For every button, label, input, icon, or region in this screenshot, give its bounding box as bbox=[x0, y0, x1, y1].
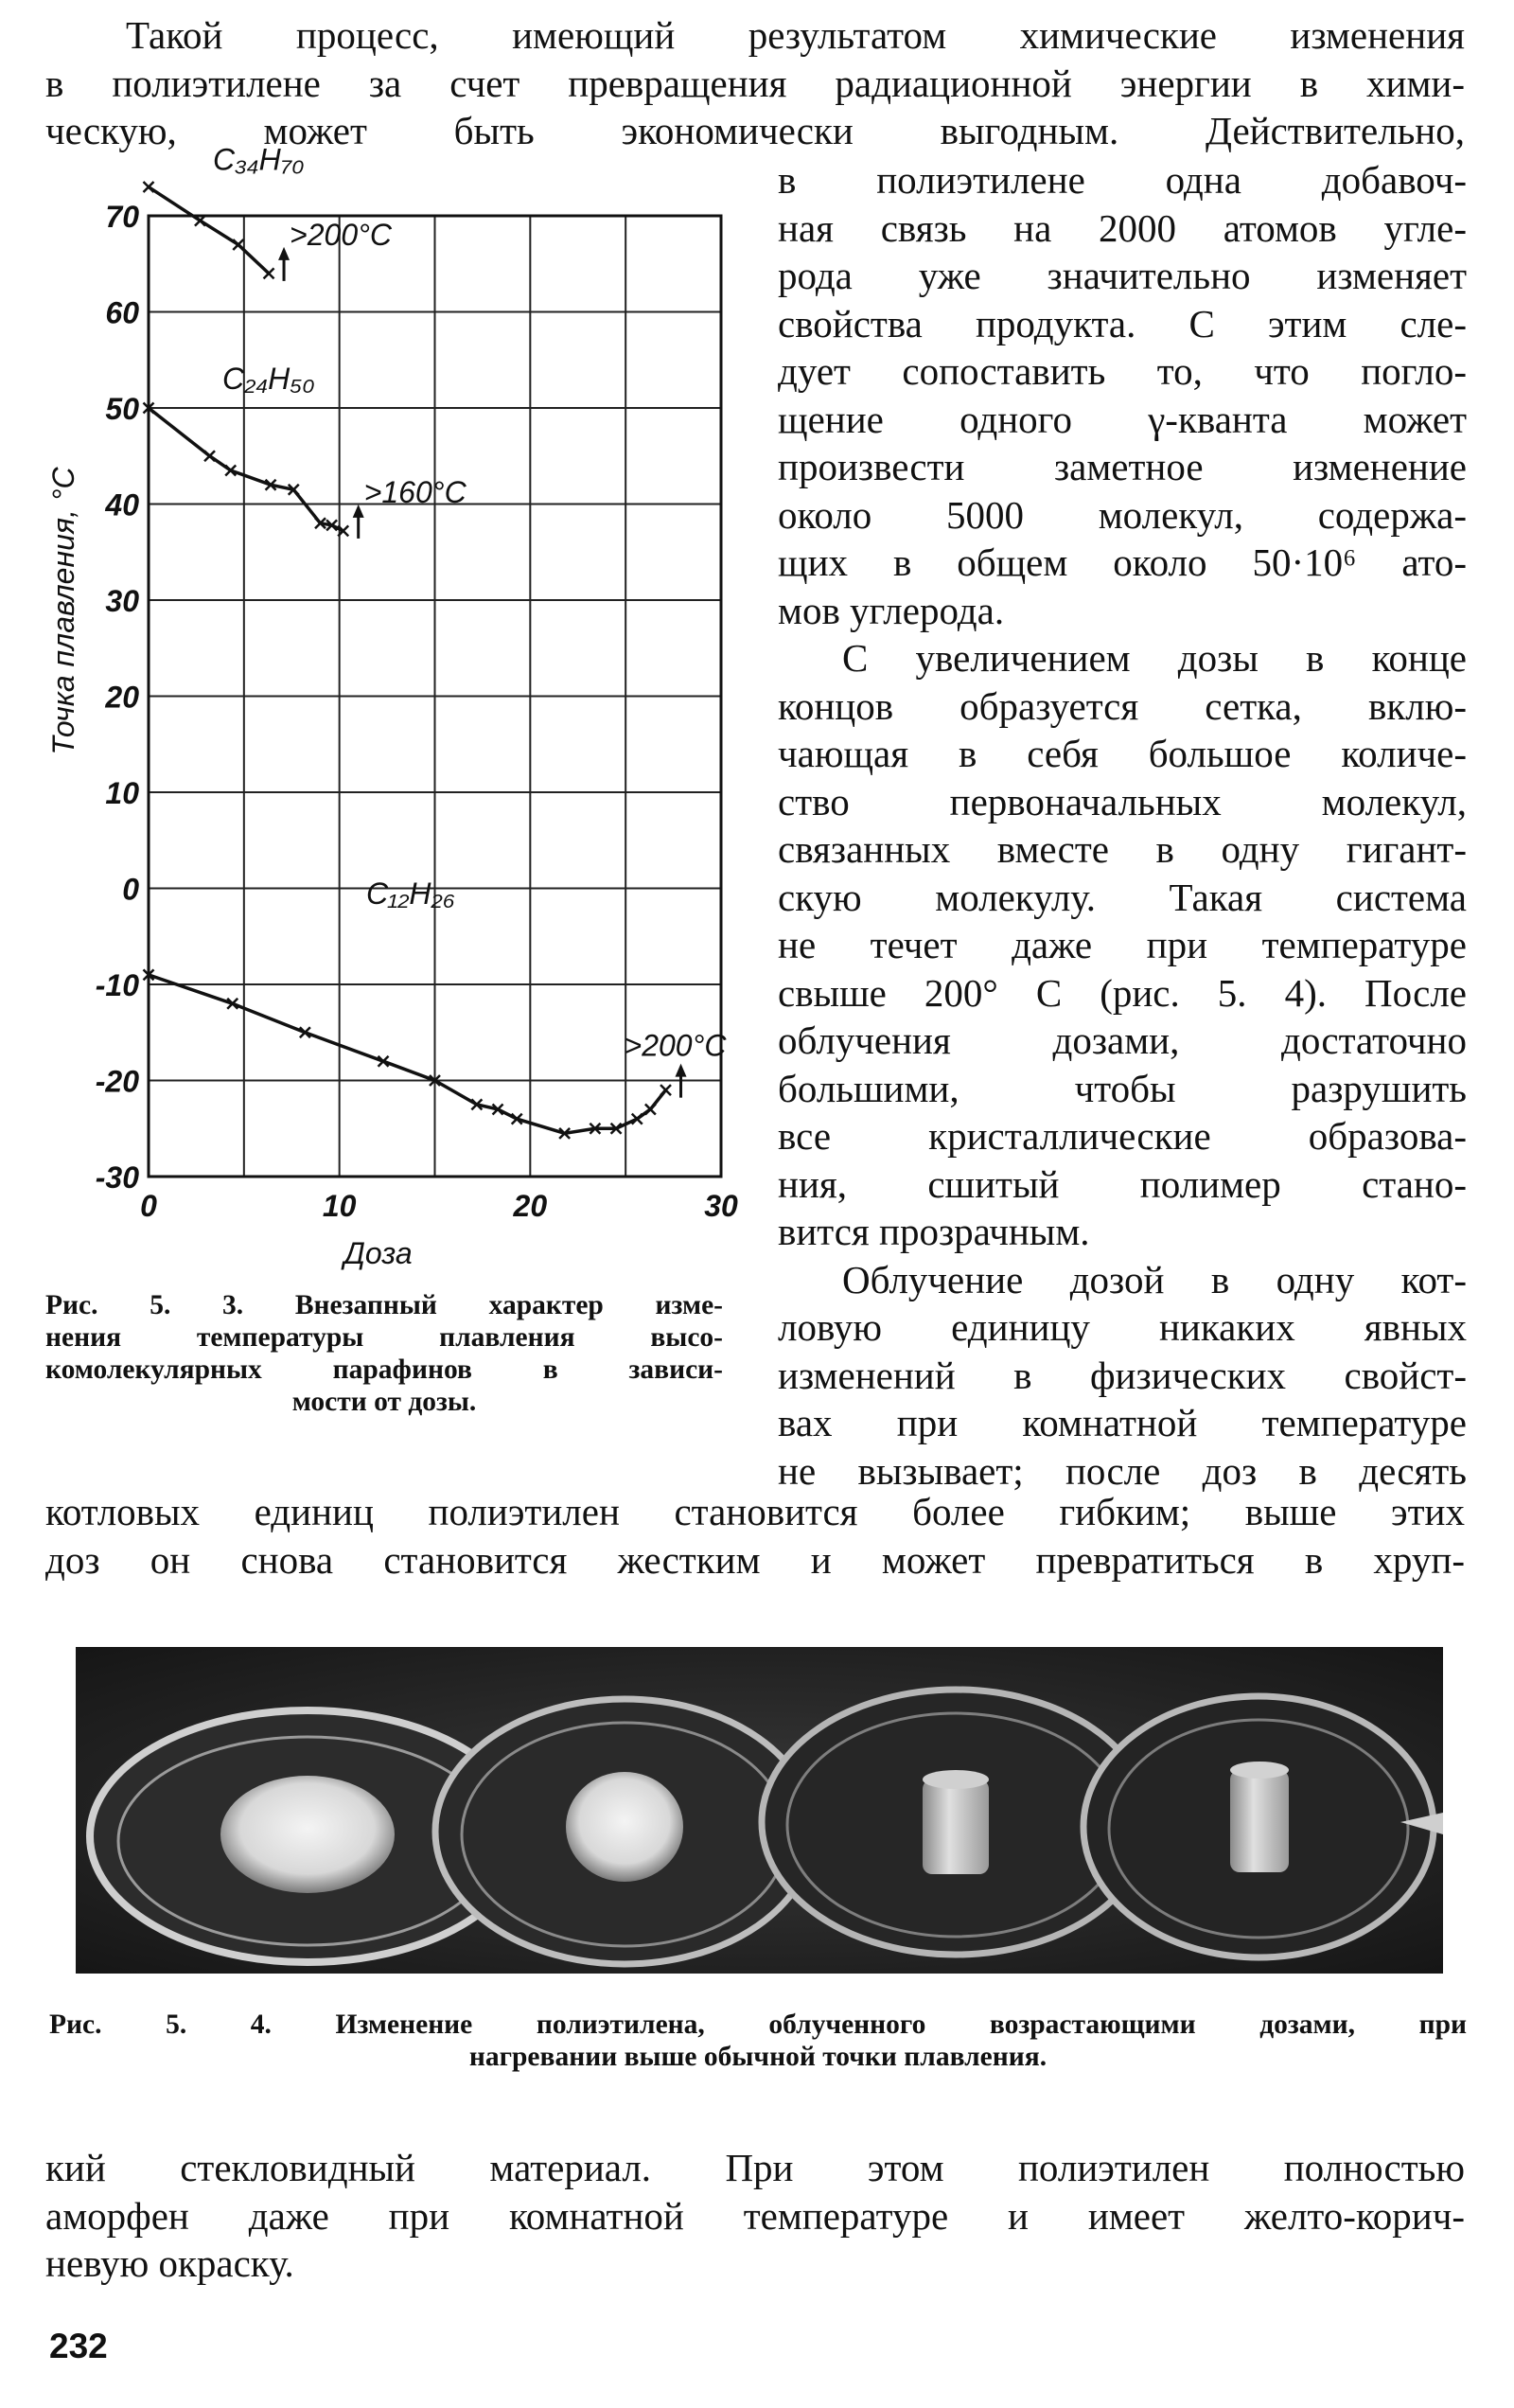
y-tick-label: 40 bbox=[105, 487, 139, 522]
caption-line: мости от дозы. bbox=[291, 1387, 477, 1417]
text-line: чающая в себя большое количе- bbox=[778, 732, 1467, 775]
data-point bbox=[233, 239, 243, 250]
text-line: в полиэтилене одна добавоч- bbox=[778, 158, 1467, 202]
y-tick-label: 30 bbox=[105, 584, 139, 618]
text-line: вах при комнатной температуре bbox=[778, 1401, 1467, 1444]
x-tick-label: 20 bbox=[513, 1189, 548, 1223]
y-tick-label: 70 bbox=[105, 200, 139, 234]
text-line: большими, чтобы разрушить bbox=[778, 1066, 1467, 1110]
text-line: все кристаллические образова- bbox=[778, 1114, 1467, 1158]
text-line: ловую единицу никаких явных bbox=[778, 1305, 1467, 1349]
caption-line: нения температуры плавления высо- bbox=[45, 1322, 723, 1353]
text-line: около 5000 молекул, содержа- bbox=[778, 492, 1467, 537]
caption-line: нагревании выше обычной точки плавления. bbox=[468, 2042, 1047, 2072]
text-line: облучения дозами, достаточно bbox=[778, 1018, 1467, 1062]
series-label: C₂₄H₅₀ bbox=[222, 362, 315, 396]
y-tick-label: 60 bbox=[105, 295, 139, 330]
end-temperature-label: >160°C bbox=[363, 474, 467, 509]
data-point bbox=[204, 451, 215, 461]
text-line: вится прозрачным. bbox=[778, 1210, 1090, 1253]
text-line: ство первоначальных молекул, bbox=[778, 779, 1467, 823]
series-line bbox=[149, 975, 666, 1133]
data-point bbox=[144, 182, 154, 192]
figure-5-3-caption bbox=[45, 1289, 723, 1418]
end-arrowhead bbox=[278, 247, 290, 260]
y-tick-label: 50 bbox=[105, 392, 139, 426]
series-line bbox=[149, 187, 269, 274]
caption-line: Рис. 5. 4. Изменение полиэтилена, облученного возрастающими дозами, при bbox=[49, 2010, 1467, 2040]
figure-5-3-chart bbox=[38, 142, 757, 1270]
petri-dishes-image bbox=[76, 1647, 1443, 1974]
end-temperature-label: >200°C bbox=[290, 217, 393, 252]
text-line: не вызывает; после доз в десять bbox=[778, 1448, 1467, 1493]
text-line: связанных вместе в одну гигант- bbox=[778, 827, 1467, 871]
text-line: свыше 200° С (рис. 5. 4). После bbox=[778, 970, 1467, 1015]
text-line: свойства продукта. С этим сле- bbox=[778, 301, 1467, 345]
text-line: скую молекулу. Такая система bbox=[778, 875, 1467, 919]
data-point bbox=[645, 1104, 656, 1114]
text-line: С увеличением дозы в конце bbox=[842, 636, 1467, 680]
y-tick-label: 0 bbox=[122, 872, 139, 907]
text-line: Облучение дозой в одну кот- bbox=[842, 1257, 1467, 1301]
y-tick-label: -10 bbox=[95, 968, 139, 1002]
caption-line: комолекулярных парафинов в зависи- bbox=[45, 1354, 723, 1385]
text-line: ния, сшитый полимер стано- bbox=[778, 1161, 1467, 1206]
text-line: щение одного γ-кванта может bbox=[778, 397, 1467, 441]
y-tick-label: -30 bbox=[95, 1160, 139, 1195]
text-line: мов углерода. bbox=[778, 588, 1005, 632]
text-line: изменений в физических свойст- bbox=[778, 1353, 1467, 1397]
series-label: C₁₂H₂₆ bbox=[366, 876, 455, 911]
text-line: не течет даже при температуре bbox=[778, 923, 1467, 966]
text-line: Такой процесс, имеющий результатом химические изменения bbox=[126, 13, 1465, 57]
text-line: кий стекловидный материал. При этом полиэтилен полностью bbox=[45, 2146, 1465, 2189]
text-line: доз он снова становится жестким и может превратиться в хруп- bbox=[45, 1537, 1465, 1582]
right-column-text bbox=[778, 156, 1467, 1495]
y-tick-label: -20 bbox=[95, 1064, 139, 1099]
y-axis-label: Точка плавления, °С bbox=[46, 467, 80, 755]
data-point bbox=[660, 1085, 671, 1095]
series-line bbox=[149, 408, 343, 531]
series-label: C₃₄H₇₀ bbox=[213, 142, 305, 177]
caption-line: Рис. 5. 3. Внезапный характер изме- bbox=[45, 1290, 723, 1320]
end-arrowhead bbox=[676, 1064, 687, 1077]
figure-5-4-caption bbox=[49, 2009, 1467, 2073]
y-tick-label: 20 bbox=[105, 680, 139, 715]
bottom-paragraph bbox=[45, 2144, 1465, 2288]
y-tick-label: 10 bbox=[105, 776, 139, 810]
text-line: ная связь на 2000 атомов угле- bbox=[778, 205, 1467, 250]
text-line: дует сопоставить то, что погло- bbox=[778, 349, 1467, 393]
text-line: в полиэтилене за счет превращения радиационной энергии в хими- bbox=[45, 61, 1465, 105]
text-line: рода уже значительно изменяет bbox=[778, 254, 1467, 297]
figure-5-4-photo bbox=[76, 1647, 1443, 1974]
text-line: котловых единиц полиэтилен становится более гибким; выше этих bbox=[45, 1490, 1465, 1533]
data-point bbox=[264, 268, 274, 278]
continuation-paragraph bbox=[45, 1488, 1465, 1584]
text-line: концов образуется сетка, вклю- bbox=[778, 683, 1467, 728]
text-line: произвести заметное изменение bbox=[778, 445, 1467, 488]
text-line: ческую, может быть экономически выгодным. Действительно, bbox=[45, 109, 1465, 152]
chart-svg bbox=[38, 142, 757, 1270]
page-number: 232 bbox=[49, 2327, 108, 2365]
text-line: аморфен даже при комнатной температуре и имеет желто-корич- bbox=[45, 2193, 1465, 2238]
x-tick-label: 0 bbox=[140, 1189, 157, 1223]
text-line: щих в общем около 50·10⁶ ато- bbox=[778, 540, 1467, 584]
text-line: невую окраску. bbox=[45, 2241, 294, 2285]
x-tick-label: 10 bbox=[322, 1189, 357, 1223]
end-arrowhead bbox=[353, 505, 364, 518]
end-temperature-label: >200°C bbox=[624, 1028, 727, 1063]
top-paragraph bbox=[45, 11, 1465, 155]
x-tick-label: 30 bbox=[704, 1189, 738, 1223]
x-axis-label: Доза bbox=[343, 1236, 413, 1270]
